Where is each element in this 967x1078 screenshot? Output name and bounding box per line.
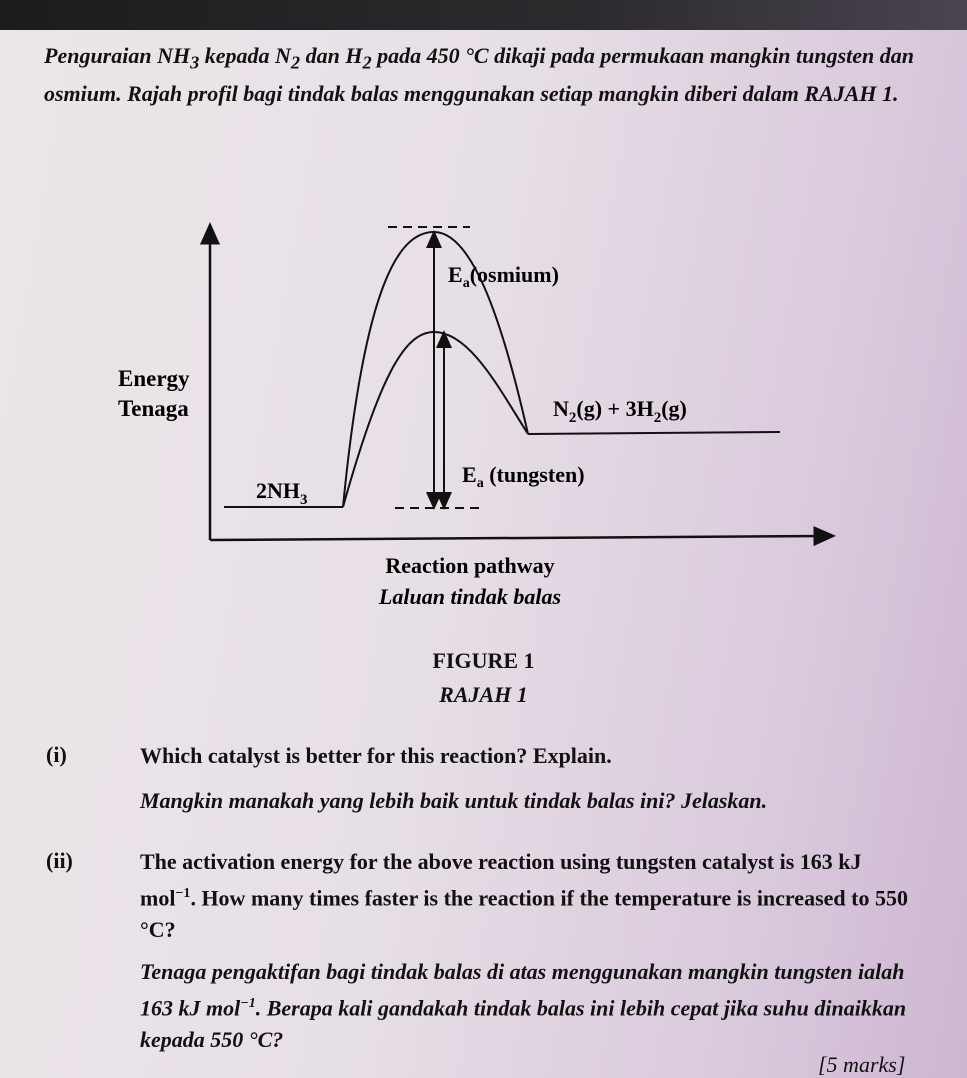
ea-tungsten-label: $E_a$ (tungsten) <box>462 462 585 491</box>
ylabel-en: Energy <box>118 366 190 391</box>
ylabel-ms: Tenaga <box>118 396 189 421</box>
marks-label: [5 marks] <box>818 1052 906 1077</box>
question-2-en: The activation energy for the above reaction using tungsten catalyst is 163 kJ mol$^{-1}$. How many times faster is the reaction if the temperature is increased to 550 °C? <box>140 849 908 943</box>
figure-label-ms: RAJAH 1 <box>439 682 528 707</box>
x-axis <box>210 536 826 540</box>
energy-profile-diagram <box>0 200 967 820</box>
reactant-label: $2NH_3$ <box>256 478 308 508</box>
question-2-number: (ii) <box>46 848 73 873</box>
product-label: $N_2(g) + 3H_2(g)$ <box>553 396 687 426</box>
question-1-number: (i) <box>46 742 67 767</box>
figure-label-en: FIGURE 1 <box>432 648 535 673</box>
ea-osmium-label: $E_a(osmium)$ <box>448 262 559 291</box>
question-1-ms: Mangkin manakah yang lebih baik untuk tindak balas ini? Jelaskan. <box>140 788 768 813</box>
product-level <box>528 432 780 434</box>
xlabel-en: Reaction pathway <box>385 553 555 578</box>
photo-top-edge <box>0 0 967 30</box>
question-1-en: Which catalyst is better for this reaction? Explain. <box>140 743 612 768</box>
xlabel-ms: Laluan tindak balas <box>378 584 562 609</box>
intro-paragraph: Penguraian $NH_3$ kepada $N_2$ dan $H_2$ pada 450 °C dikaji pada permukaan mangkin tungsten dan osmium. Rajah profil bagi tindak balas menggunakan setiap mangkin diberi dalam RAJAH 1. <box>44 43 915 107</box>
question-2-ms: Tenaga pengaktifan bagi tindak balas di atas menggunakan mangkin tungsten ialah 163 kJ mol$^{-1}$. Berapa kali gandakah tindak balas ini lebih cepat jika suhu dinaikkan kepada 550 °C? <box>140 959 907 1053</box>
